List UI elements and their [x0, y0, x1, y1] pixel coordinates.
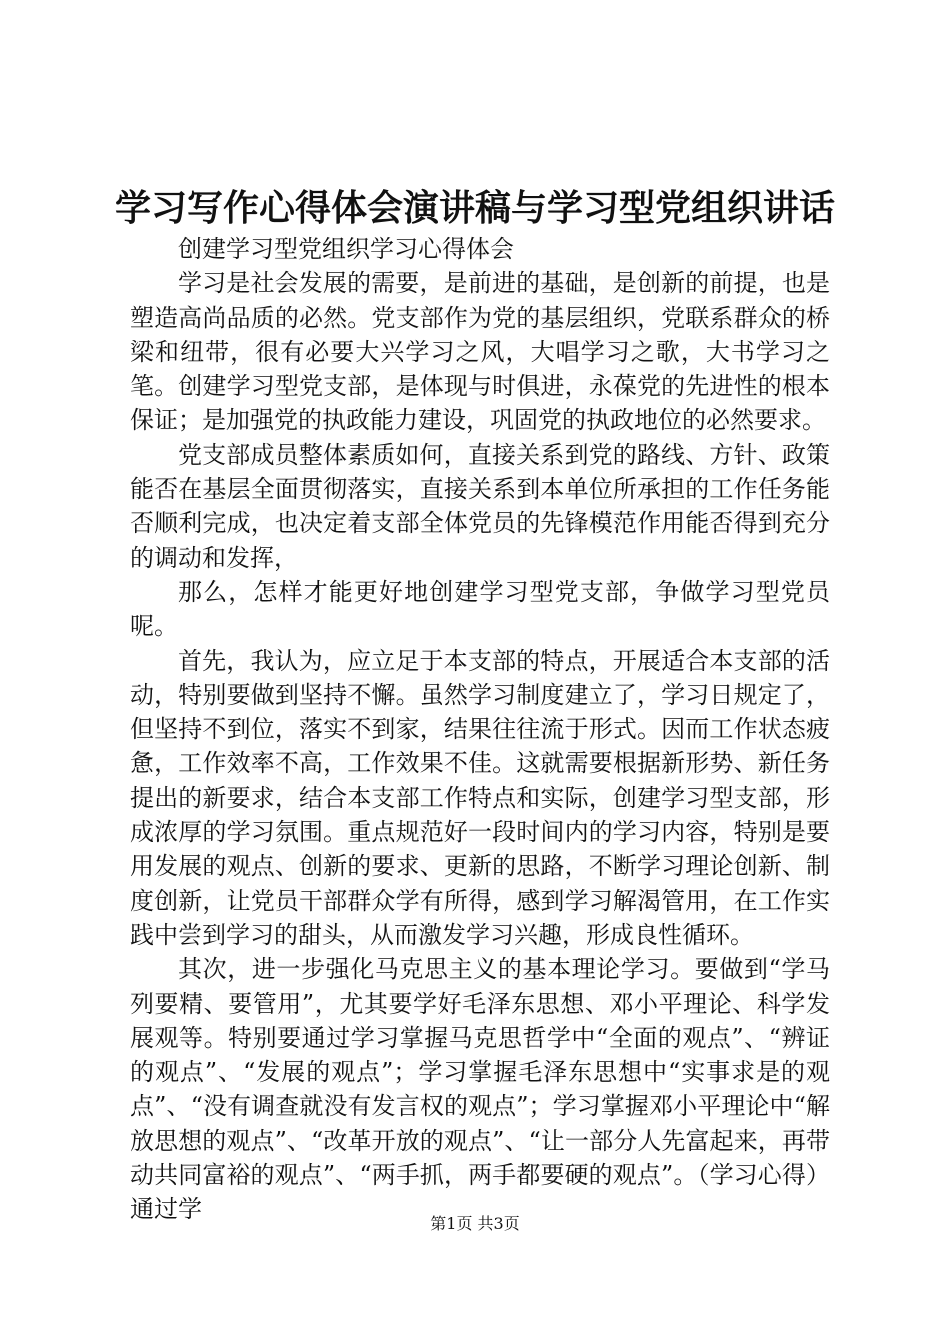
- document-title: 学习写作心得体会演讲稿与学习型党组织讲话: [114, 187, 835, 229]
- body-paragraph: 党支部成员整体素质如何，直接关系到党的路线、方针、政策能否在基层全面贯彻落实，直接关系到本单位所承担的工作任务能否顺利完成，也决定着支部全体党员的先锋模范作用能否得到充分的调动和发挥，: [130, 440, 830, 572]
- body-paragraph: 其次，进一步强化马克思主义的基本理论学习。要做到“学马列要精、要管用”，尤其要学好毛泽东思想、邓小平理论、科学发展观等。特别要通过学习掌握马克思哲学中“全面的观点”、“辨证的观点”、“发展的观点”；学习掌握毛泽东思想中“实事求是的观点”、“没有调查就没有发言权的观点”；学习掌握邓小平理论中“解放思想的观点”、“改革开放的观点”、“让一部分人先富起来，再带动共同富裕的观点”、“两手抓，两手都要硬的观点”。（学习心得）通过学: [130, 955, 830, 1224]
- body-paragraph: 学习是社会发展的需要，是前进的基础，是创新的前提，也是塑造高尚品质的必然。党支部作为党的基层组织，党联系群众的桥梁和纽带，很有必要大兴学习之风，大唱学习之歌，大书学习之笔。创建学习型党支部，是体现与时俱进，永葆党的先进性的根本保证；是加强党的执政能力建设，巩固党的执政地位的必然要求。: [130, 269, 830, 435]
- body-paragraph: 那么，怎样才能更好地创建学习型党支部，争做学习型党员呢。: [130, 577, 830, 641]
- document-body: [130, 232, 830, 1227]
- subtitle-paragraph: 创建学习型党组织学习心得体会: [178, 235, 514, 263]
- page-number-footer: 第1页 共3页: [430, 1214, 520, 1233]
- body-paragraph: 首先，我认为，应立足于本支部的特点，开展适合本支部的活动，特别要做到坚持不懈。虽然学习制度建立了，学习日规定了，但坚持不到位，落实不到家，结果往往流于形式。因而工作状态疲惫，工作效率不高，工作效果不佳。这就需要根据新形势、新任务提出的新要求，结合本支部工作特点和实际，创建学习型支部，形成浓厚的学习氛围。重点规范好一段时间内的学习内容，特别是要用发展的观点、创新的要求、更新的思路，不断学习理论创新、制度创新，让党员干部群众学有所得，感到学习解渴管用，在工作实践中尝到学习的甜头，从而激发学习兴趣，形成良性循环。: [130, 646, 830, 949]
